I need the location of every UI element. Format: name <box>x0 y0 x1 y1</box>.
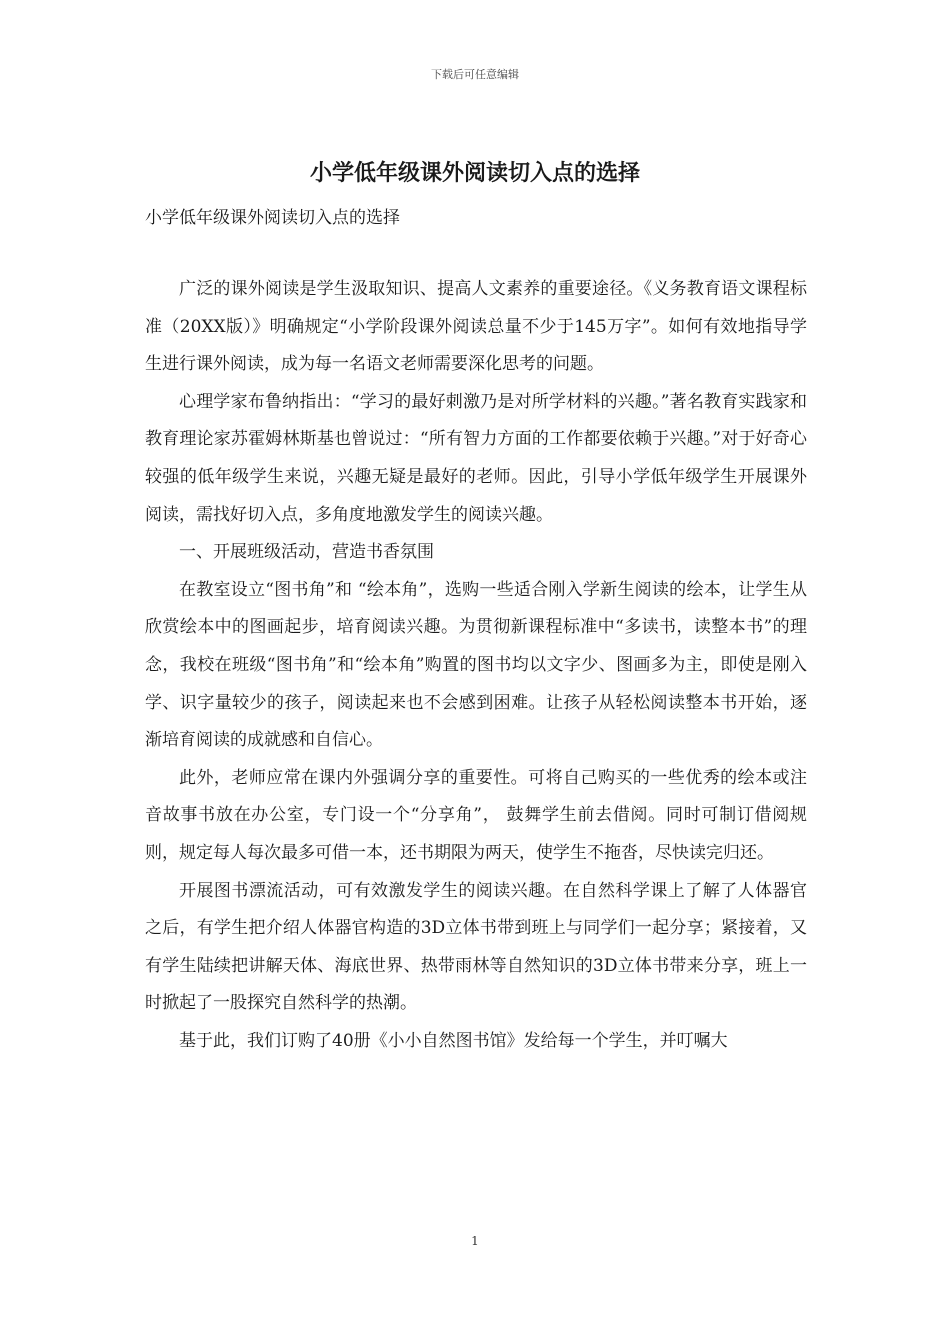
paragraph: 广泛的课外阅读是学生汲取知识、提高人文素养的重要途径。《义务教育语文课程标准（20XX版）》明确规定“小学阶段课外阅读总量不少于145万字”。如何有效地指导学生进行课外阅读，成为每一名语文老师需要深化思考的问题。 <box>145 279 807 375</box>
paragraph: 开展图书漂流活动，可有效激发学生的阅读兴趣。在自然科学课上了解了人体器官之后，有学生把介绍人体器官构造的3D立体书带到班上与同学们一起分享；紧接着，又有学生陆续把讲解天体、海底世界、热带雨林等自然知识的3D立体书带来分享，班上一时掀起了一股探究自然科学的热潮。 <box>145 880 807 1014</box>
document-body <box>145 271 807 1060</box>
page-header: 下载后可任意编辑 <box>431 68 519 81</box>
page-number: 1 <box>471 1234 479 1248</box>
document-subtitle: 小学低年级课外阅读切入点的选择 <box>145 208 400 228</box>
section-heading: 一、开展班级活动，营造书香氛围 <box>179 542 434 563</box>
paragraph: 在教室设立“图书角”和 “绘本角”，选购一些适合刚入学新生阅读的绘本，让学生从欣赏绘本中的图画起步，培育阅读兴趣。为贯彻新课程标准中“多读书，读整本书”的理念，我校在班级“图书角”和“绘本角”购置的图书均以文字少、图画多为主，即使是刚入学、识字量较少的孩子，阅读起来也不会感到困难。让孩子从轻松阅读整本书开始，逐渐培育阅读的成就感和自信心。 <box>145 579 807 751</box>
paragraph: 心理学家布鲁纳指出：“学习的最好刺激乃是对所学材料的兴趣。”著名教育实践家和教育理论家苏霍姆林斯基也曾说过：“所有智力方面的工作都要依赖于兴趣。”对于好奇心较强的低年级学生来说，兴趣无疑是最好的老师。因此，引导小学低年级学生开展课外阅读，需找好切入点，多角度地激发学生的阅读兴趣。 <box>145 391 807 525</box>
paragraph: 基于此，我们订购了40册《小小自然图书馆》发给每一个学生，并叮嘱大 <box>179 1030 728 1051</box>
paragraph: 此外，老师应常在课内外强调分享的重要性。可将自己购买的一些优秀的绘本或注音故事书放在办公室，专门设一个“分享角”， 鼓舞学生前去借阅。同时可制订借阅规则，规定每人每次最多可借一本，还书期限为两天，使学生不拖沓，尽快读完归还。 <box>145 767 807 863</box>
document-title: 小学低年级课外阅读切入点的选择 <box>309 161 640 186</box>
